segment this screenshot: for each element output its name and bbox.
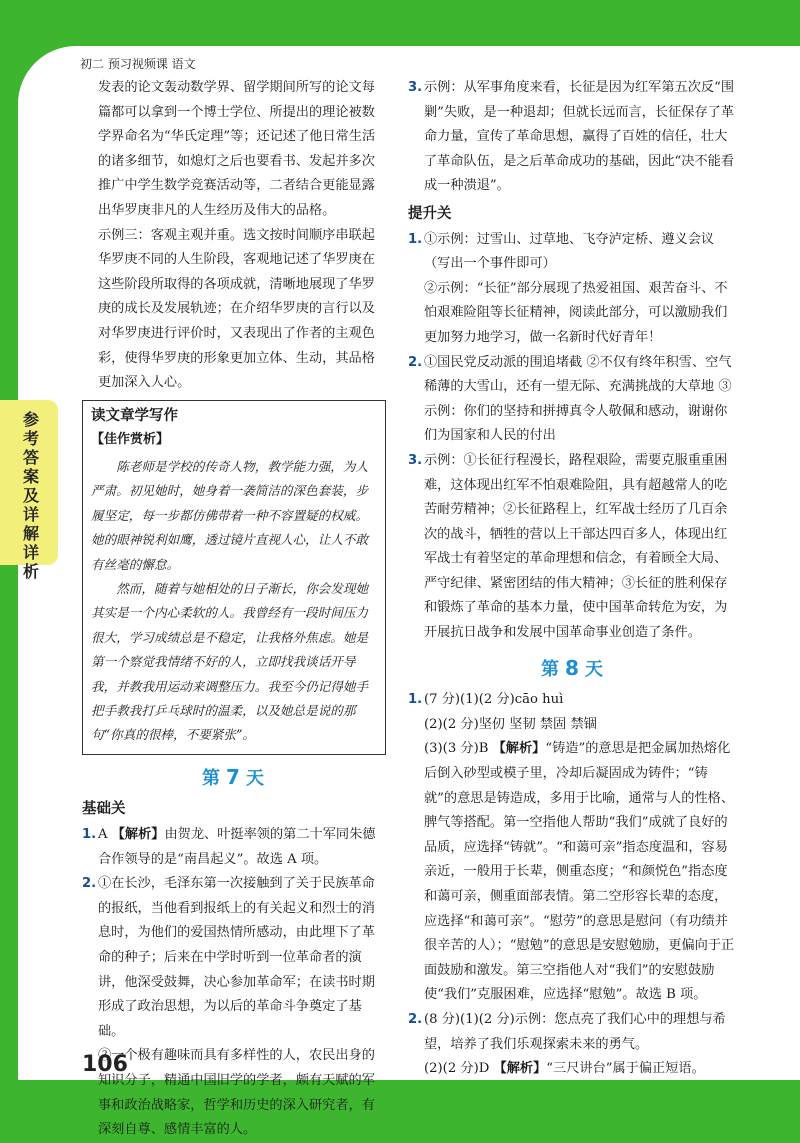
answer-paragraph-example3: 示例三：客观主观并重。选文按时间顺序串联起华罗庚不同的人生阶段，客观地记述了华罗庚在这些阶段所取得的各项成就，清晰地展现了华罗庚的成长及发展轨迹；在介绍华罗庚的言行以及对华罗庚进行评价时，又表现出了作者的主观色彩，使得华罗庚的形象更加立体、生动，其品格更加深入人心。 [98,227,375,391]
writing-box-subtitle: 【佳作赏析】 [91,432,170,448]
question-3 [408,76,738,199]
answer-text: “铸造”的意思是把金属加热熔化后倒入砂型或模子里，冷却后凝固成为铸件；“铸就”的意思是铸造成，多用于比喻，通常与人的性格、脾气等搭配。第一空指他人帮助“我们”成就了良好的品质，应选择“铸就”。“和蔼可亲”指态度温和，容易亲近，一般用于长辈，侧重态度；“和颜悦色”指态度和蔼可亲，侧重面部表情。第二空形容长辈的态度，应选择“和蔼可亲”。“慰劳”的意思是慰问（有功绩并很辛苦的人）；“慰勉”的意思是安慰勉励，更偏向于正面鼓励和激发。第三空指他人对“我们”的安慰鼓励使“我们”克服困难，应选择“慰勉”。故选 B 项。 [424,741,735,1003]
page-header: 初二 预习视频课 语文 [80,57,196,71]
question-number: 3. [408,80,423,95]
day8-question-1-part-3 [408,737,738,1008]
question-2 [82,872,386,1044]
analysis-tag: 【解析】 [492,741,546,757]
question-2-part-2: ②一个极有趣味而具有多样性的人，农民出身的知识分子，精通中国旧学的学者，颇有天赋的军事和政治战略家，哲学和历史的深入研究者，有深刻自尊、感情丰富的人。 [98,1048,375,1138]
analysis-tag: 【解析】 [111,826,165,842]
day8-question-1-part-2: (2)(2 分)坚仞 坚韧 禁固 禁锢 [424,716,597,732]
answer-choice: A [98,826,112,842]
answer-text: ①示例：过雪山、过草地、飞夺泸定桥、遵义会议（写出一个事件即可） [424,231,715,272]
side-tab-label: 参考答案及详解详析 [22,410,39,581]
advance-question-1-part-2: ②示例：“长征”部分展现了热爱祖国、艰苦奋斗、不怕艰难险阻等长征精神，阅读此部分，可以激励我们更加努力地学习，做一名新时代好青年！ [424,280,728,345]
question-number: 2. [82,876,97,892]
question-1 [82,823,386,872]
answer-text: “三尺讲台”属于偏正短语。 [546,1061,705,1077]
question-number: 1. [408,231,423,247]
essay-paragraph: 陈老师是学校的传奇人物，教学能力强，为人严肃。初见她时，她身着一袭简洁的深色套装，步履坚定，每一步都仿佛带着一种不容置疑的权威。她的眼神锐利如鹰，透过镜片直视人心，让人不敢有丝毫的懈怠。 [91,458,369,572]
analysis-tag: 【解析】 [493,1061,547,1077]
left-column [82,76,386,1143]
advance-question-3 [408,449,738,646]
day-title-suffix: 天 [584,658,605,680]
section-heading-basic: 基础关 [82,801,126,818]
answer-text: 由贺龙、叶挺率领的第二十军同朱德合作领导的是“南昌起义”。故选 A 项。 [98,826,376,867]
page-number: 106 [82,1052,128,1077]
question-number: 2. [408,1011,423,1027]
day-title-number: 8 [565,655,581,680]
writing-box [82,400,386,755]
essay-paragraph: 然而，随着与她相处的日子渐长，你会发现她其实是一个内心柔软的人。我曾经有一段时间压力很大，学习成绩总是不稳定，让我格外焦虑。她是第一个察觉我情绪不好的人，立即找我谈话开导我，并教我用运动来调整压力。我至今仍记得她手把手教我打乒乓球时的温柔，以及她总是说的那句“你真的很棒，不要紧张”。 [91,580,369,743]
right-column [408,76,738,1082]
day-7-title [82,765,386,792]
day-title-prefix: 第 [202,767,223,789]
answer-text: (7 分)(1)(2 分)cāo huì [424,692,564,708]
question-number: 1. [82,826,97,842]
day-title-number: 7 [226,764,242,789]
answer-paragraph: 发表的论文轰动数学界、留学期间所写的论文每篇都可以拿到一个博士学位、所提出的理论被数学界命名为“华氏定理”等；还记述了他日常生活的诸多细节，如熄灯之后也要看书、发起并多次推广中学生数学竞赛活动等，二者结合更能显露出华罗庚非凡的人生经历及伟大的品格。 [98,80,376,218]
answer-choice: (3)(3 分)B [424,741,493,757]
advance-question-1 [408,228,738,277]
answer-text: ①在长沙，毛泽东第一次接触到了关于民族革命的报纸，当他看到报纸上的有关起义和烈士的消息时，为他们的爱国热情所感动，由此埋下了革命的种子；后来在中学时听到一位革命者的演讲，他深受鼓舞，决心参加革命军；在读书时期形成了政治思想，为以后的革命斗争奠定了基础。 [98,876,375,1039]
answer-text: 示例：①长征行程漫长，路程艰险，需要克服重重困难，这体现出红军不怕艰难险阻，具有超越常人的吃苦耐劳精神；②长征路程上，红军战士经历了几百余次的战斗，牺牲的营以上干部达四百多人，体现出红军战士有着坚定的革命理想和信念，有着顾全大局、严守纪律、紧密团结的伟大精神；③长征的胜利保存和锻炼了革命的基本力量，使中国革命转危为安，为开展抗日战争和发展中国革命事业创造了条件。 [424,452,728,641]
answer-text: 示例：从军事角度来看，长征是因为红军第五次反“围剿”失败，是一种退却；但就长远而言，长征保存了革命力量，宣传了革命思想，赢得了百姓的信任，壮大了革命队伍，是之后革命成功的基础，因此“决不能看成一种溃退”。 [424,80,735,194]
day-8-title [408,656,738,683]
question-number: 1. [408,692,423,708]
advance-question-2 [408,351,738,449]
day8-question-2-part-2 [408,1057,738,1082]
question-number: 3. [408,452,423,468]
day-title-prefix: 第 [541,658,562,680]
day-title-suffix: 天 [245,767,266,789]
writing-box-title: 读文章学写作 [91,407,178,424]
answer-text: ①国民党反动派的围追堵截 ②不仅有终年积雪、空气稀薄的大雪山，还有一望无际、充满挑战的大草地 ③示例：你们的坚持和拼搏真令人敬佩和感动，谢谢你们为国家和人民的付出 [424,354,732,444]
day8-question-2 [408,1008,738,1057]
section-heading-advance: 提升关 [408,205,452,222]
answer-choice: (2)(2 分)D [424,1061,494,1077]
answer-text: (8 分)(1)(2 分)示例：您点亮了我们心中的理想与希望，培养了我们乐观探索未来的勇气。 [424,1011,726,1052]
day8-question-1 [408,688,738,713]
question-number: 2. [408,354,423,370]
